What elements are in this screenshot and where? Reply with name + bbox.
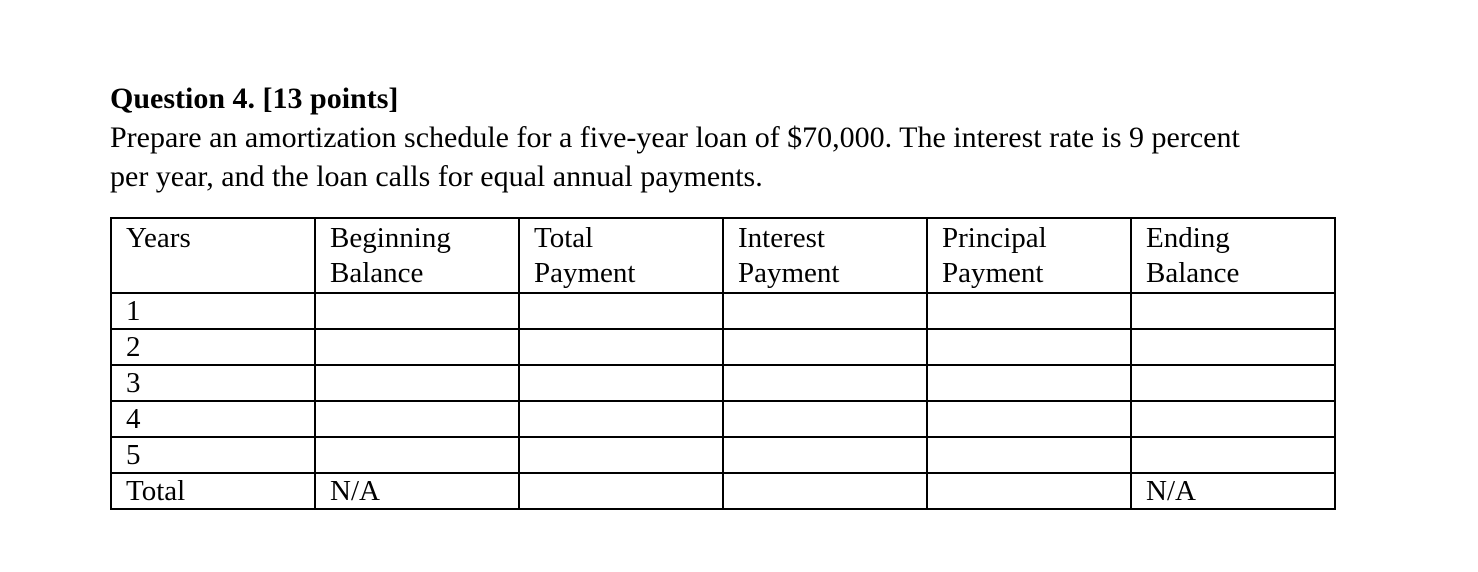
principal-payment-cell <box>927 365 1131 401</box>
total-label-cell: Total <box>111 473 315 509</box>
header-interest-payment: Interest Payment <box>723 218 927 293</box>
year-cell: 4 <box>111 401 315 437</box>
total-interest-payment-cell <box>723 473 927 509</box>
principal-payment-cell <box>927 401 1131 437</box>
question-block <box>110 80 1350 196</box>
ending-balance-cell <box>1131 437 1335 473</box>
question-text-line-1: Prepare an amortization schedule for a five-year loan of $70,000. The interest rate is 9 percent <box>110 121 1240 154</box>
beginning-balance-cell <box>315 293 519 329</box>
total-total-payment-cell <box>519 473 723 509</box>
total-principal-payment-cell <box>927 473 1131 509</box>
interest-payment-cell <box>723 365 927 401</box>
table-row-year-3 <box>111 365 1335 401</box>
total-ending-balance-cell: N/A <box>1131 473 1335 509</box>
ending-balance-cell <box>1131 365 1335 401</box>
ending-balance-cell <box>1131 329 1335 365</box>
table-header-row <box>111 218 1335 293</box>
question-title: Question 4. [13 points] <box>110 82 399 115</box>
beginning-balance-cell <box>315 365 519 401</box>
total-payment-cell <box>519 329 723 365</box>
total-beginning-balance-cell: N/A <box>315 473 519 509</box>
table-row-year-5 <box>111 437 1335 473</box>
header-years: Years <box>111 218 315 293</box>
interest-payment-cell <box>723 401 927 437</box>
beginning-balance-cell <box>315 401 519 437</box>
table-row-year-1 <box>111 293 1335 329</box>
total-payment-cell <box>519 437 723 473</box>
ending-balance-cell <box>1131 293 1335 329</box>
interest-payment-cell <box>723 437 927 473</box>
ending-balance-cell <box>1131 401 1335 437</box>
total-payment-cell <box>519 293 723 329</box>
header-principal-payment: Principal Payment <box>927 218 1131 293</box>
header-total-payment: Total Payment <box>519 218 723 293</box>
table-row-year-4 <box>111 401 1335 437</box>
principal-payment-cell <box>927 293 1131 329</box>
header-ending-balance: Ending Balance <box>1131 218 1335 293</box>
year-cell: 2 <box>111 329 315 365</box>
table-total-row <box>111 473 1335 509</box>
total-payment-cell <box>519 365 723 401</box>
year-cell: 3 <box>111 365 315 401</box>
header-beginning-balance: Beginning Balance <box>315 218 519 293</box>
question-text-line-2: per year, and the loan calls for equal annual payments. <box>110 160 763 193</box>
principal-payment-cell <box>927 437 1131 473</box>
beginning-balance-cell <box>315 437 519 473</box>
table-row-year-2 <box>111 329 1335 365</box>
amortization-schedule-table <box>110 217 1336 510</box>
beginning-balance-cell <box>315 329 519 365</box>
year-cell: 1 <box>111 293 315 329</box>
year-cell: 5 <box>111 437 315 473</box>
interest-payment-cell <box>723 293 927 329</box>
principal-payment-cell <box>927 329 1131 365</box>
total-payment-cell <box>519 401 723 437</box>
interest-payment-cell <box>723 329 927 365</box>
